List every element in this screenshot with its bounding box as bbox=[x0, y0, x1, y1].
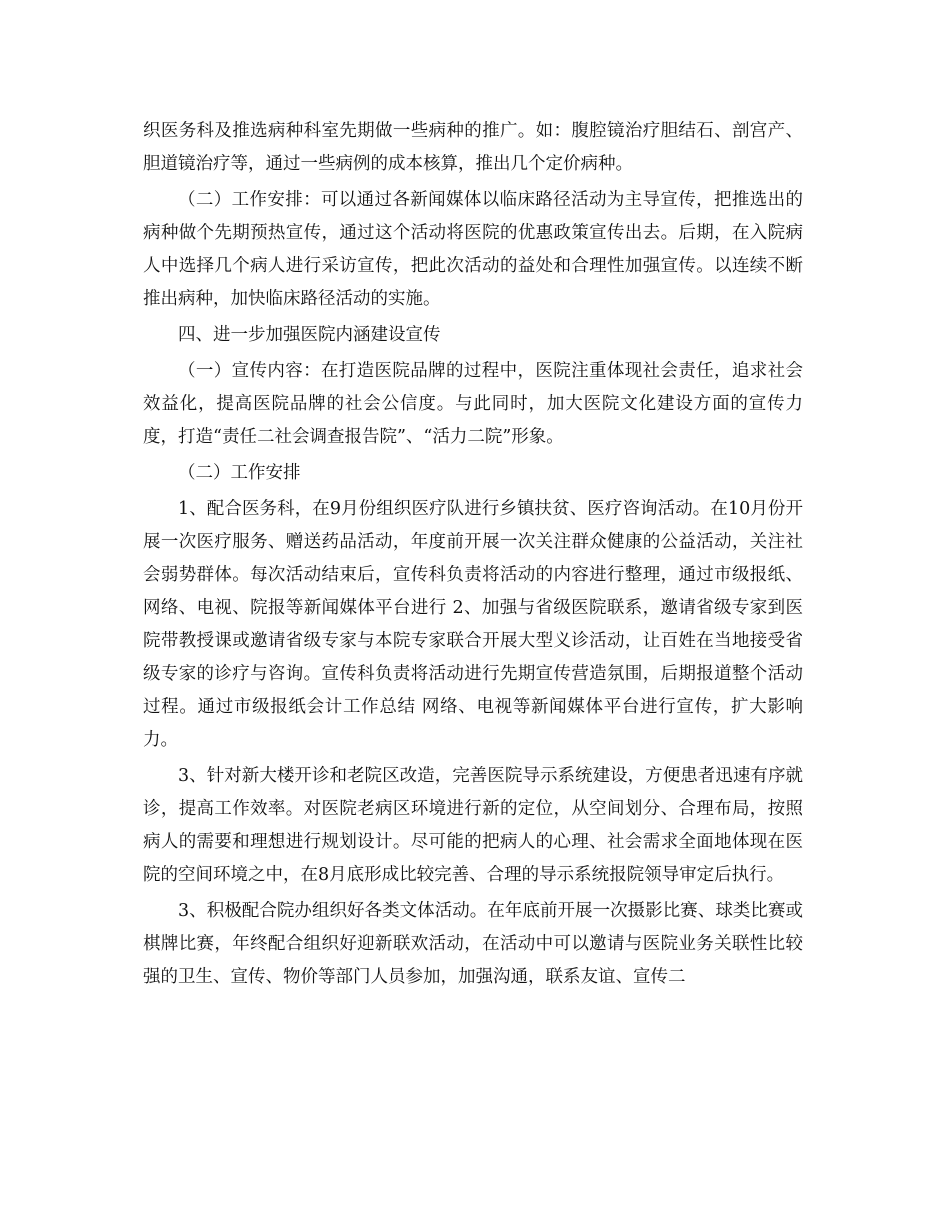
paragraph-item-3a: 3、针对新大楼开诊和老院区改造，完善医院导示系统建设，方便患者迅速有序就诊，提高工作效率。对医院老病区环境进行新的定位，从空间划分、合理布局，按照病人的需要和理想进行规划设计。尽可能的把病人的心理、社会需求全面地体现在医院的空间环境之中，在8月底形成比较完善、合理的导示系统报院领导审定后执行。 bbox=[143, 766, 803, 885]
paragraph-continuation: 织医务科及推选病种科室先期做一些病种的推广。如：腹腔镜治疗胆结石、剖宫产、胆道镜治疗等，通过一些病例的成本核算，推出几个定价病种。 bbox=[143, 121, 803, 174]
subheading-work-arrangement: （二）工作安排 bbox=[178, 463, 301, 483]
document-body bbox=[143, 115, 803, 997]
paragraph-item-1: 1、配合医务科，在9月份组织医疗队进行乡镇扶贫、医疗咨询活动。在10月份开展一次医疗服务、赠送药品活动，年度前开展一次关注群众健康的公益活动，关注社会弱势群体。每次活动结束后，宣传科负责将活动的内容进行整理，通过市级报纸、网络、电视、院报等新闻媒体平台进行 2、加强与省级医院联系，邀请省级专家到医院带教授课或邀请省级专家与本院专家联合开展大型义诊活动，让百姓在当地接受省级专家的诊疗与咨询。宣传科负责将活动进行先期宣传营造氛围，后期报道整个活动过程。通过市级报纸会计工作总结 网络、电视等新闻媒体平台进行宣传，扩大影响力。 bbox=[143, 499, 803, 750]
paragraph-publicity-content: （一）宣传内容：在打造医院品牌的过程中，医院注重体现社会责任，追求社会效益化，提高医院品牌的社会公信度。与此同时，加大医院文化建设方面的宣传力度，打造“责任二社会调查报告院”、“活力二院”形象。 bbox=[143, 361, 803, 447]
section-heading-4: 四、进一步加强医院内涵建设宣传 bbox=[178, 325, 441, 345]
paragraph-work-arrangement-1: （二）工作安排：可以通过各新闻媒体以临床路径活动为主导宣传，把推选出的病种做个先期预热宣传，通过这个活动将医院的优惠政策宣传出去。后期，在入院病人中选择几个病人进行采访宣传，把此次活动的益处和合理性加强宣传。以连续不断推出病种，加快临床路径活动的实施。 bbox=[143, 190, 803, 309]
paragraph-item-3b: 3、积极配合院办组织好各类文体活动。在年底前开展一次摄影比赛、球类比赛或棋牌比赛，年终配合组织好迎新联欢活动，在活动中可以邀请与医院业务关联性比较强的卫生、宣传、物价等部门人员参加，加强沟通，联系友谊、宣传二 bbox=[143, 901, 803, 987]
